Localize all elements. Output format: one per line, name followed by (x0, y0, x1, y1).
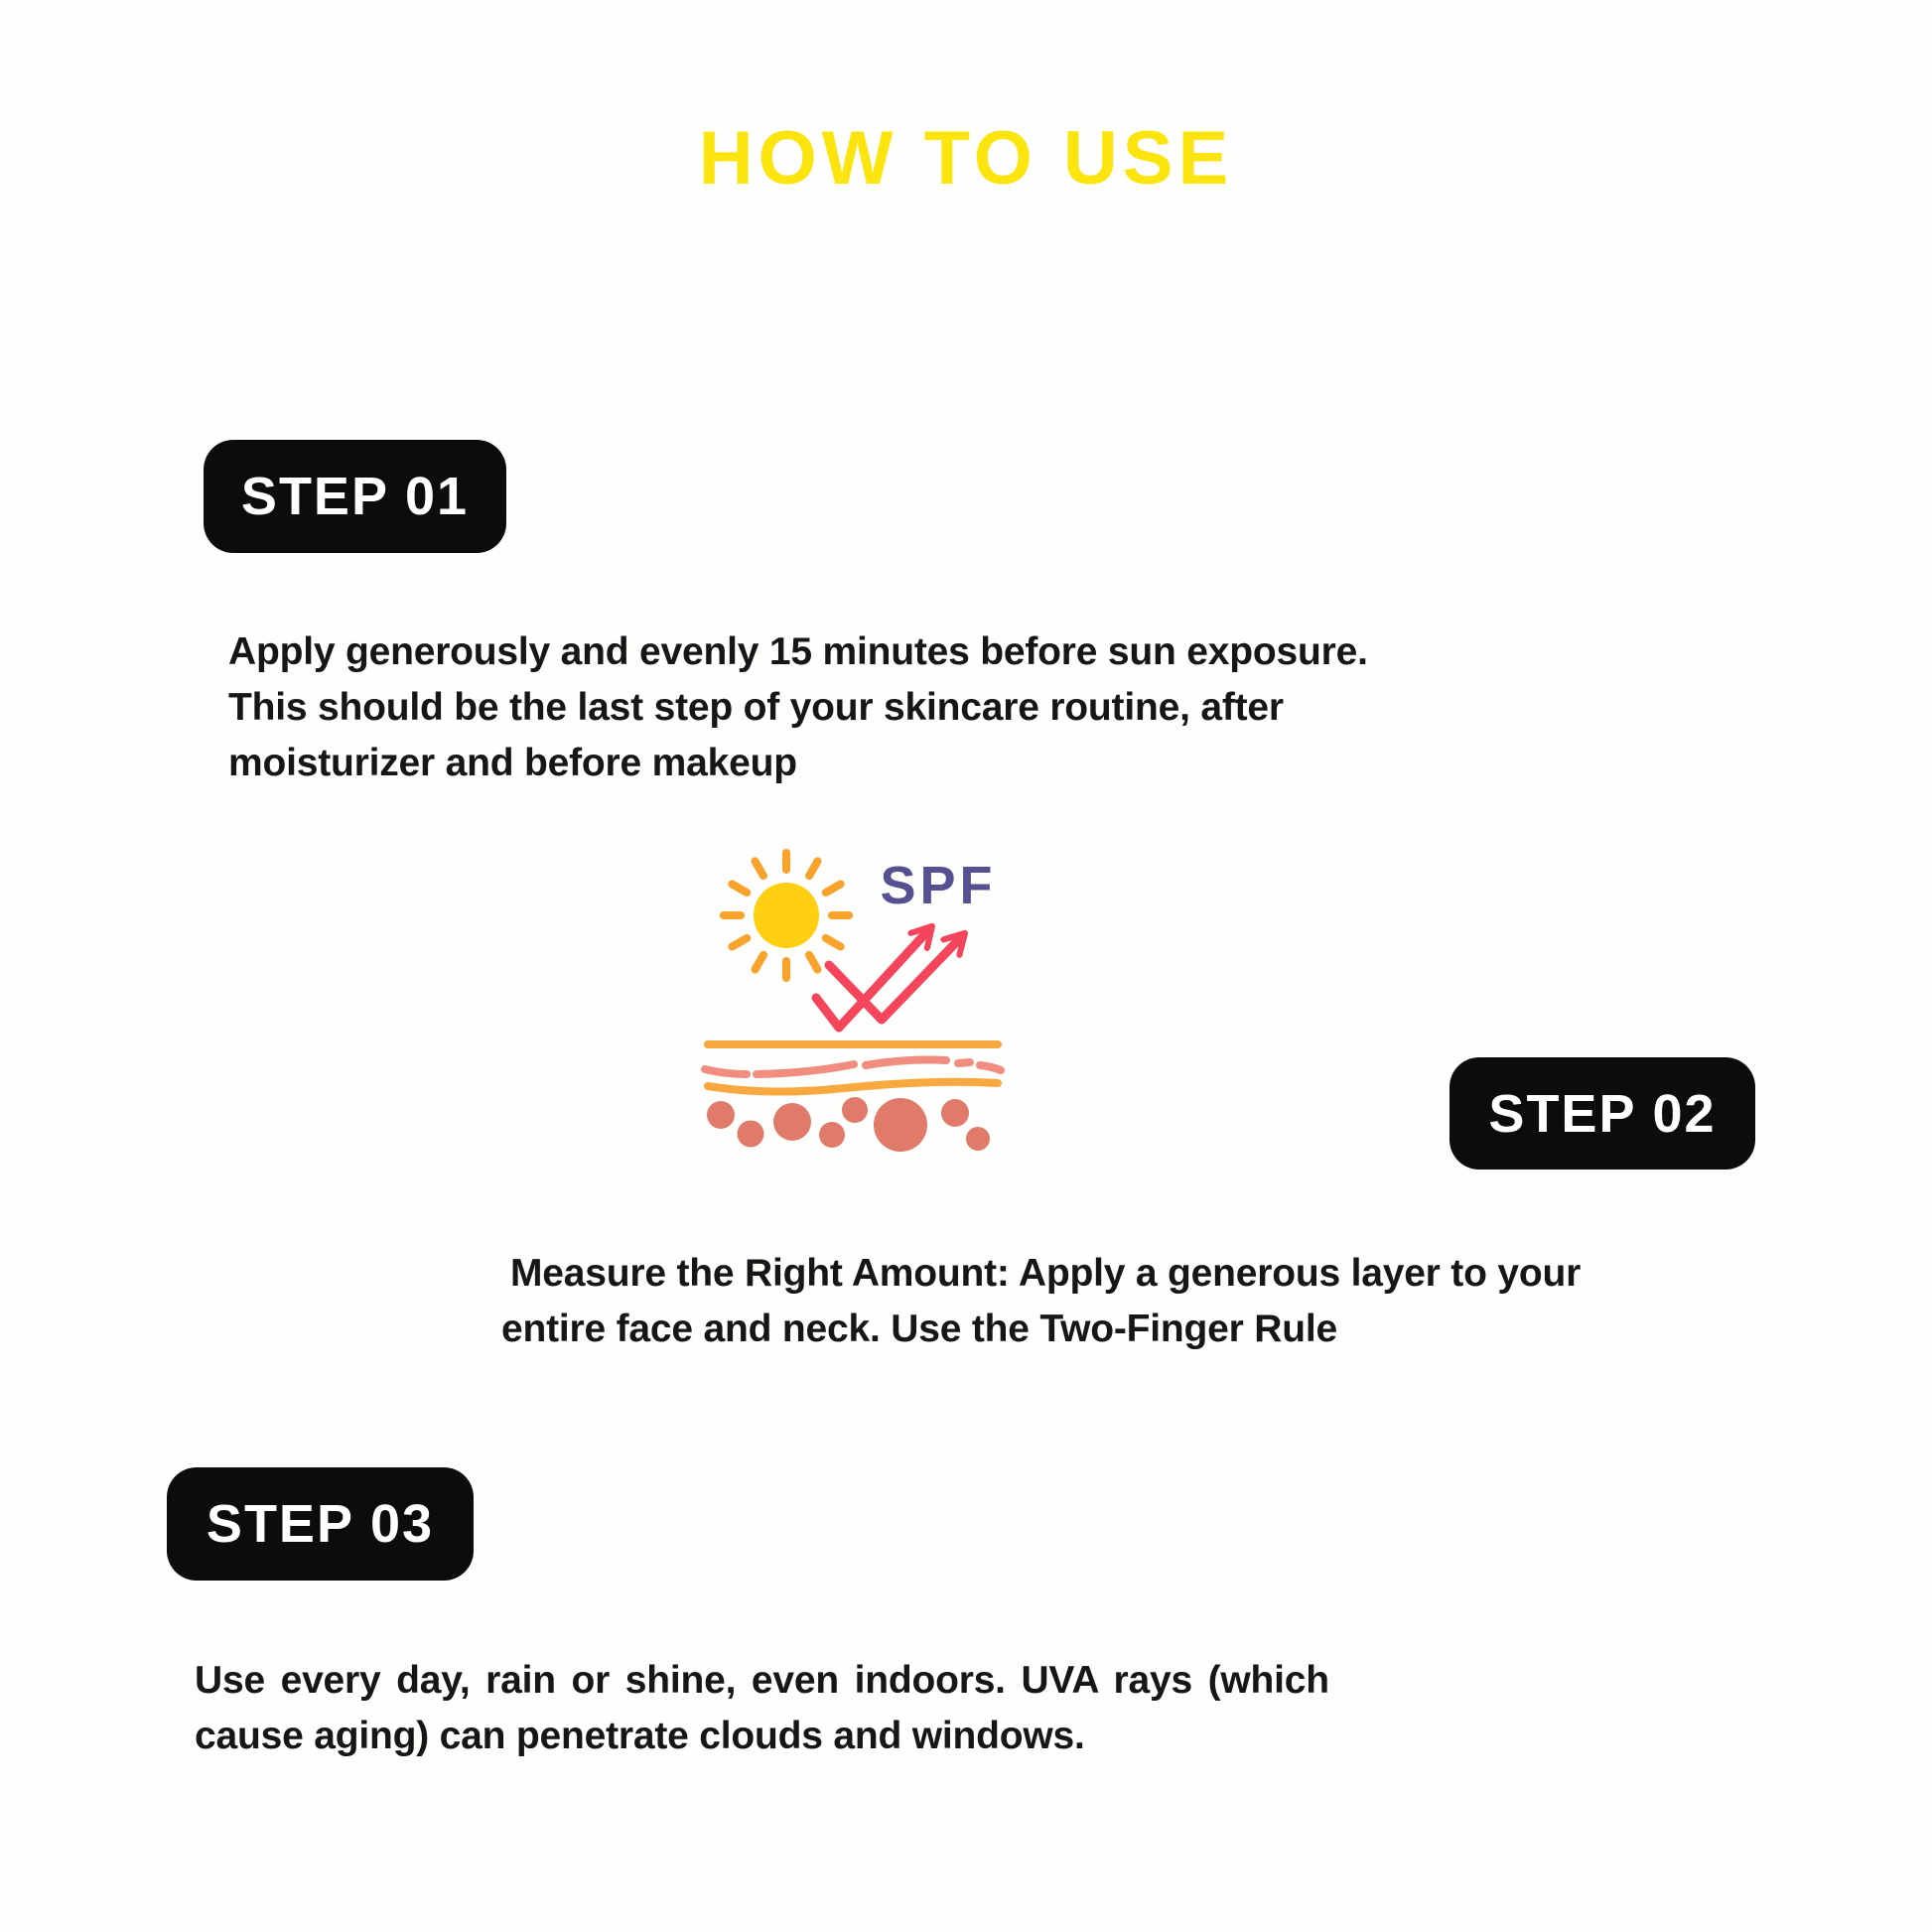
step-01-badge (204, 440, 506, 553)
spf-label: SPF (880, 856, 997, 915)
step-01-description (228, 624, 1368, 791)
skin-dash-layer (705, 1060, 1001, 1074)
step-01-line-1: Apply generously and evenly 15 minutes before sun exposure. (228, 630, 1368, 673)
step-02-badge (1449, 1057, 1755, 1170)
skin-lower-line (708, 1082, 998, 1092)
sun-core (754, 883, 819, 948)
spf-illustration (675, 824, 1013, 1167)
step-01-line-2: This should be the last step of your skincare routine, after (228, 686, 1284, 729)
step-03-badge-label: STEP 03 (206, 1494, 435, 1554)
step-03-line-1: Use every day, rain or shine, even indoors. UVA rays (which (195, 1659, 1329, 1702)
step-02-badge-label: STEP 02 (1488, 1083, 1717, 1144)
step-01-line-3: moisturizer and before makeup (228, 742, 797, 784)
step-03-description (195, 1653, 1329, 1764)
skin-layers-icon (705, 1044, 1001, 1152)
step-03-badge (167, 1467, 474, 1581)
step-02-line-2: entire face and neck. Use the Two-Finger Rule (501, 1308, 1337, 1350)
step-02-line-1: Measure the Right Amount: Apply a generous layer to your (510, 1252, 1582, 1295)
sun-icon (724, 853, 849, 978)
step-03-line-2: cause aging) can penetrate clouds and windows. (195, 1715, 1085, 1757)
step-01-badge-label: STEP 01 (240, 467, 470, 526)
page-title: HOW TO USE (698, 116, 1234, 201)
skin-cells (707, 1097, 990, 1152)
step-02-description (501, 1246, 1581, 1357)
